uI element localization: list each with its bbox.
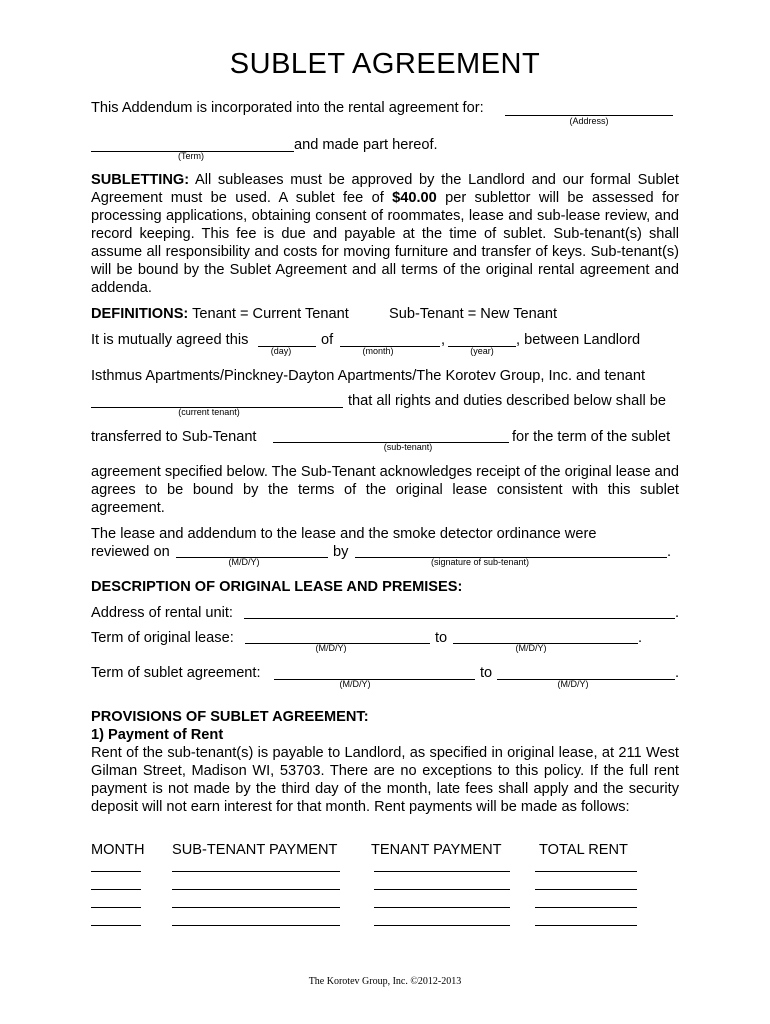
col-header-month: MONTH — [91, 842, 145, 858]
original-period: . — [638, 630, 643, 646]
sublet-start-caption: (M/D/Y) — [339, 679, 371, 689]
original-start-caption: (M/D/Y) — [315, 643, 347, 653]
provisions-heading: PROVISIONS OF SUBLET AGREEMENT: — [91, 709, 369, 725]
payment-total-rent-field[interactable] — [535, 871, 637, 872]
month-caption: (month) — [362, 346, 394, 356]
payment-tenant-payment-field[interactable] — [374, 925, 510, 926]
definition-subtenant: Sub-Tenant = New Tenant — [389, 306, 558, 322]
made-part-hereof-text: and made part hereof. — [294, 137, 438, 153]
day-caption: (day) — [270, 346, 292, 356]
payment-total-rent-field[interactable] — [535, 907, 637, 908]
subtenant-caption: (sub-tenant) — [383, 442, 433, 452]
term-of-sublet-text: for the term of the sublet — [512, 429, 671, 445]
current-tenant-caption: (current tenant) — [178, 407, 240, 417]
landlord-line: Isthmus Apartments/Pinckney-Dayton Apartments/The Korotev Group, Inc. and tenant — [91, 368, 646, 384]
term-original-label: Term of original lease: — [91, 630, 234, 646]
agreed-comma: , — [441, 332, 446, 348]
agreed-suffix: , between Landlord — [516, 332, 641, 348]
payment-of-rent-heading: 1) Payment of Rent — [91, 727, 224, 743]
address-caption: (Address) — [569, 116, 609, 126]
original-end-caption: (M/D/Y) — [515, 643, 547, 653]
payment-total-rent-field[interactable] — [535, 889, 637, 890]
definitions-line — [91, 305, 349, 323]
subletting-text-b: per sublettor will be assessed for processing applications, obtaining consent of roommates, lease and sub-lease review, and record keeping. This fee is due and payable at the time of sublet. Sub-tenant(s) shall assume all responsibility and costs for moving furniture and transfer of keys. Sub-tenant(s) will be bound by the Sublet Agreement and all terms of the original rental agreement and addenda. — [91, 190, 680, 296]
subletting-paragraph — [91, 171, 679, 297]
rental-address-field[interactable] — [244, 618, 675, 619]
payment-month-field[interactable] — [91, 925, 141, 926]
sublet-end-caption: (M/D/Y) — [557, 679, 589, 689]
payment-tenant-payment-field[interactable] — [374, 907, 510, 908]
by-text: by — [333, 544, 349, 560]
review-date-caption: (M/D/Y) — [228, 557, 260, 567]
review-line: The lease and addendum to the lease and the smoke detector ordinance were — [91, 526, 597, 542]
review-period: . — [667, 544, 672, 560]
payment-subtenant-payment-field[interactable] — [172, 907, 340, 908]
address-label: Address of rental unit: — [91, 605, 233, 621]
payment-subtenant-payment-field[interactable] — [172, 889, 340, 890]
payment-paragraph: Rent of the sub-tenant(s) is payable to Landlord, as specified in original lease, at 211 West Gilman Street, Madison WI, 53703. There are no exceptions to this policy. If the full rent payment is not made by the third day of the month, late fees shall apply and the security deposit will not earn interest for that month. Rent payments will be made as follows: — [91, 745, 679, 815]
subletting-text-a: All subleases must be approved by the Landlord and our formal Sublet Agreement must be used. A sublet fee of — [91, 172, 679, 206]
payment-tenant-payment-field[interactable] — [374, 889, 510, 890]
sublet-fee: $40.00 — [392, 190, 437, 206]
term-caption: (Term) — [178, 151, 204, 161]
payment-month-field[interactable] — [91, 889, 141, 890]
payment-tenant-payment-field[interactable] — [374, 871, 510, 872]
footer-copyright: The Korotev Group, Inc. ©2012-2013 — [308, 976, 462, 987]
document-title: SUBLET AGREEMENT — [229, 48, 541, 80]
acknowledge-paragraph: agreement specified below. The Sub-Tenant acknowledges receipt of the original lease and agrees to be bound by the terms of the original lease consistent with this sublet agreement. — [91, 464, 679, 516]
payment-subtenant-payment-field[interactable] — [172, 925, 340, 926]
transferred-text: transferred to Sub-Tenant — [91, 429, 257, 445]
payment-month-field[interactable] — [91, 871, 141, 872]
payment-total-rent-field[interactable] — [535, 925, 637, 926]
original-to: to — [435, 630, 448, 646]
signature-caption: (signature of sub-tenant) — [430, 557, 530, 567]
sublet-period: . — [675, 665, 680, 681]
col-header-total-rent: TOTAL RENT — [539, 842, 628, 858]
reviewed-on-text: reviewed on — [91, 544, 170, 560]
sublet-to: to — [480, 665, 493, 681]
rights-text: that all rights and duties described below shall be — [348, 393, 667, 409]
subletting-heading: SUBLETTING: — [91, 172, 190, 188]
col-header-subtenant-payment: SUB-TENANT PAYMENT — [172, 842, 338, 858]
payment-subtenant-payment-field[interactable] — [172, 871, 340, 872]
year-caption: (year) — [470, 346, 494, 356]
definition-tenant: Tenant = Current Tenant — [192, 306, 349, 322]
agreed-of: of — [321, 332, 334, 348]
intro-text: This Addendum is incorporated into the rental agreement for: — [91, 100, 484, 116]
agreed-prefix: It is mutually agreed this — [91, 332, 249, 348]
address-period: . — [675, 605, 680, 621]
payment-month-field[interactable] — [91, 907, 141, 908]
definitions-heading: DEFINITIONS: — [91, 306, 189, 322]
description-heading: DESCRIPTION OF ORIGINAL LEASE AND PREMISES: — [91, 579, 463, 595]
term-sublet-label: Term of sublet agreement: — [91, 665, 261, 681]
col-header-tenant-payment: TENANT PAYMENT — [371, 842, 502, 858]
